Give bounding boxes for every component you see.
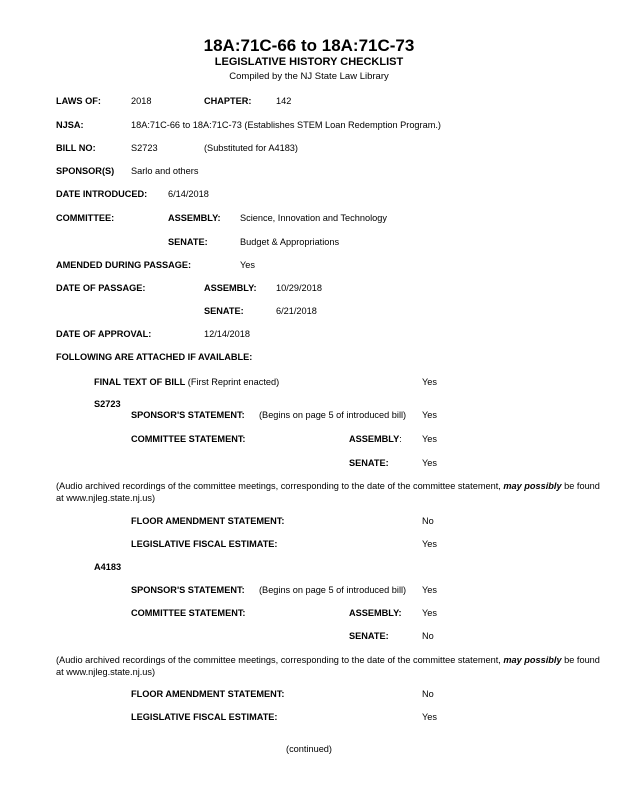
s2723-assembly-label: ASSEMBLY [349, 434, 400, 444]
s2723-sponsor-value: Yes [422, 410, 437, 420]
s2723-assembly-value: Yes [422, 434, 437, 444]
committee-assembly-label: ASSEMBLY: [168, 213, 221, 223]
a4183-committee-label: COMMITTEE STATEMENT: [131, 608, 246, 618]
s2723-fiscal-label: LEGISLATIVE FISCAL ESTIMATE: [131, 539, 278, 549]
a4183-floor-label: FLOOR AMENDMENT STATEMENT: [131, 689, 285, 699]
passage-senate-label: SENATE: [204, 306, 244, 316]
sponsors-value: Sarlo and others [131, 166, 199, 176]
chapter-value: 142 [276, 96, 292, 106]
passage-assembly-label: ASSEMBLY: [204, 283, 257, 293]
committee-assembly-value: Science, Innovation and Technology [240, 213, 387, 223]
chapter-label: CHAPTER: [204, 96, 252, 106]
a4183-assembly-value: Yes [422, 608, 437, 618]
audio-note-after: be found at www.njleg.state.nj.us) [56, 481, 600, 503]
final-text-note: (First Reprint enacted) [187, 377, 280, 387]
page-subtitle: LEGISLATIVE HISTORY CHECKLIST [214, 56, 404, 68]
s2723-floor-value: No [422, 516, 434, 526]
bill-no-label: BILL NO: [56, 143, 96, 153]
audio-note-before: (Audio archived recordings of the committee meetings, corresponding to the date of the committee statement, [56, 655, 504, 665]
s2723-assembly-label-wrap [349, 434, 402, 444]
laws-of-label: LAWS OF: [56, 96, 101, 106]
a4183-fiscal-label: LEGISLATIVE FISCAL ESTIMATE: [131, 712, 278, 722]
audio-note-before: (Audio archived recordings of the committee meetings, corresponding to the date of the committee statement, [56, 481, 504, 491]
njsa-label: NJSA: [56, 120, 84, 130]
approval-label: DATE OF APPROVAL: [56, 329, 152, 339]
continued-footer: (continued) [286, 744, 332, 754]
passage-senate-value: 6/21/2018 [276, 306, 317, 316]
s2723-fiscal-value: Yes [422, 539, 437, 549]
audio-note-emph: may possibly [503, 481, 562, 491]
s2723-sponsor-label: SPONSOR'S STATEMENT: [131, 410, 245, 420]
a4183-fiscal-value: Yes [422, 712, 437, 722]
a4183-floor-value: No [422, 689, 434, 699]
sponsors-label: SPONSOR(S) [56, 166, 115, 176]
a4183-senate-value: No [422, 631, 434, 641]
s2723-bill-label: S2723 [94, 399, 121, 409]
a4183-sponsor-value: Yes [422, 585, 437, 595]
approval-value: 12/14/2018 [204, 329, 250, 339]
committee-senate-value: Budget & Appropriations [240, 237, 340, 247]
page-title: 18A:71C-66 to 18A:71C-73 [203, 36, 415, 55]
passage-assembly-value: 10/29/2018 [276, 283, 322, 293]
final-text-value: Yes [422, 377, 437, 387]
s2723-sponsor-note: (Begins on page 5 of introduced bill) [259, 410, 407, 420]
date-introduced-value: 6/14/2018 [168, 189, 209, 199]
a4183-senate-label: SENATE: [349, 631, 389, 641]
audio-note-after: be found at www.njleg.state.nj.us) [56, 655, 600, 677]
a4183-audio-note [56, 654, 604, 678]
laws-of-value: 2018 [131, 96, 152, 106]
a4183-bill-label: A4183 [94, 562, 122, 572]
s2723-assembly-colon: : [399, 434, 402, 444]
audio-note-emph: may possibly [503, 655, 562, 665]
amended-value: Yes [240, 260, 255, 270]
bill-no-value: S2723 [131, 143, 158, 153]
attached-heading: FOLLOWING ARE ATTACHED IF AVAILABLE: [56, 352, 253, 362]
a4183-sponsor-note: (Begins on page 5 of introduced bill) [259, 585, 407, 595]
s2723-audio-note [56, 480, 604, 504]
s2723-senate-value: Yes [422, 458, 437, 468]
passage-label: DATE OF PASSAGE: [56, 283, 146, 293]
final-text-row [94, 377, 279, 387]
a4183-sponsor-label: SPONSOR'S STATEMENT: [131, 585, 245, 595]
compiled-by: Compiled by the NJ State Law Library [229, 71, 389, 82]
final-text-label: FINAL TEXT OF BILL [94, 377, 186, 387]
s2723-committee-label: COMMITTEE STATEMENT: [131, 434, 246, 444]
committee-label: COMMITTEE: [56, 213, 115, 223]
amended-label: AMENDED DURING PASSAGE: [56, 260, 192, 270]
njsa-value: 18A:71C-66 to 18A:71C-73 (Establishes STEM Loan Redemption Program.) [131, 120, 441, 130]
s2723-senate-label: SENATE: [349, 458, 389, 468]
a4183-assembly-label: ASSEMBLY: [349, 608, 402, 618]
committee-senate-label: SENATE: [168, 237, 208, 247]
bill-no-note: (Substituted for A4183) [204, 143, 298, 153]
s2723-floor-label: FLOOR AMENDMENT STATEMENT: [131, 516, 285, 526]
date-introduced-label: DATE INTRODUCED: [56, 189, 148, 199]
